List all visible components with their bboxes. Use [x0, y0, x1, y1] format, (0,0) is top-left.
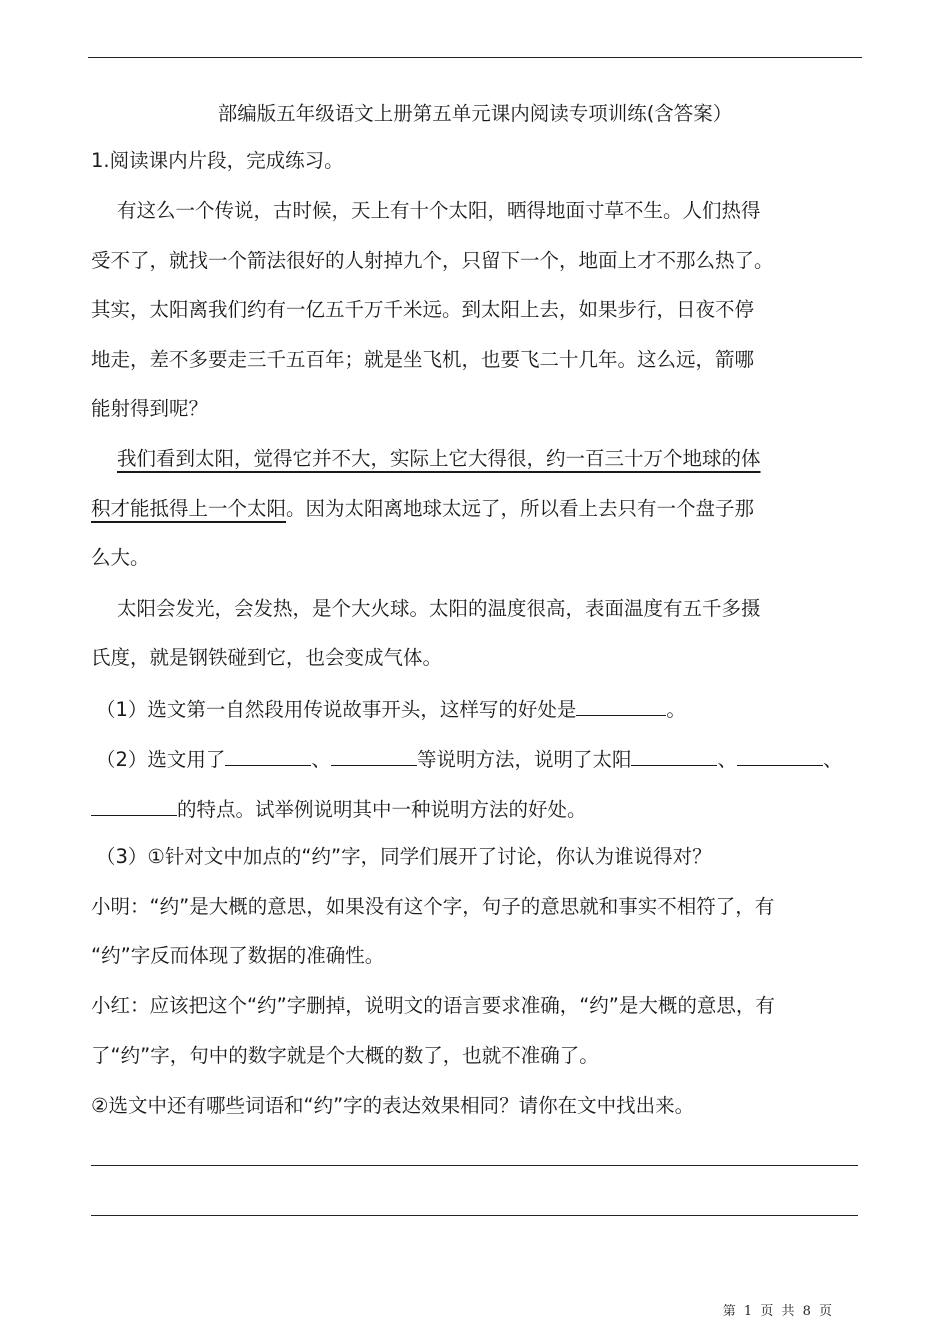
question-1-sub-1: （1）选文第一自然段用传说故事开头，这样写的好处是 。: [96, 693, 686, 725]
page-footer: 第 1 页 共 8 页: [722, 1304, 834, 1319]
answer-blank[interactable]: [737, 743, 823, 766]
xiaohong-opinion: 小红：应该把这个“约”字删掉，说明文的语言要求准确，“约”是大概的意思，有: [91, 994, 775, 1017]
question-1-sub-2: （2）选文用了 、 等说明方法，说明了太阳 、 、: [96, 743, 842, 775]
passage-p1-line: 有这么一个传说，古时候，天上有十个太阳，晒得地面寸草不生。人们热得: [117, 199, 761, 222]
passage-p2-line: 积才能抵得上一个太阳。因为太阳离地球太远了，所以看上去只有一个盘子那: [91, 497, 755, 520]
page-title: 部编版五年级语文上册第五单元课内阅读专项训练(含答案）: [217, 102, 733, 125]
passage-p1-line: 其实，太阳离我们约有一亿五千万千米远。到太阳上去，如果步行，日夜不停: [91, 298, 755, 321]
passage-p3-line: 氏度，就是钢铁碰到它，也会变成气体。: [91, 646, 443, 669]
passage-p1-line: 地走，差不多要走三千五百年；就是坐飞机，也要飞二十几年。这么远，箭哪: [91, 348, 755, 371]
passage-p1-line: 受不了，就找一个箭法很好的人射掉九个，只留下一个，地面上才不那么热了。: [91, 249, 774, 272]
question-1-sub-3-part-2: ②选文中还有哪些词语和“约”字的表达效果相同？请你在文中找出来。: [91, 1094, 695, 1117]
xiaoming-opinion-cont: “约”字反而体现了数据的准确性。: [91, 944, 385, 967]
header-rule: [88, 57, 862, 58]
passage-p2-line: 么大。: [91, 546, 150, 569]
passage-p2-underlined-sentence: 我们看到太阳，觉得它并不大，实际上它大得很，约一百三十万个地球的体: [117, 447, 761, 470]
underlined-phrase: 积才能抵得上一个太阳: [91, 497, 287, 520]
answer-blank[interactable]: [225, 743, 311, 766]
passage-p1-line: 能射得到呢？: [91, 397, 209, 420]
answer-line[interactable]: [91, 1165, 858, 1166]
answer-blank[interactable]: [576, 693, 666, 716]
answer-blank[interactable]: [631, 743, 717, 766]
question-1-sub-3: （3）①针对文中加点的“约”字，同学们展开了讨论，你认为谁说得对？: [96, 845, 712, 868]
xiaoming-opinion: 小明：“约”是大概的意思，如果没有这个字，句子的意思就和事实不相符了，有: [91, 895, 775, 918]
passage-p3-line: 太阳会发光，会发热，是个大火球。太阳的温度很高，表面温度有五千多摄: [117, 597, 761, 620]
question-1-sub-2-cont: 的特点。试举例说明其中一种说明方法的好处。: [91, 793, 587, 825]
answer-blank[interactable]: [331, 743, 417, 766]
answer-blank[interactable]: [91, 793, 177, 816]
answer-line[interactable]: [91, 1215, 858, 1216]
xiaohong-opinion-cont: 了“约”字，句中的数字就是个大概的数了，也就不准确了。: [91, 1044, 599, 1067]
question-1-heading: 1.阅读课内片段，完成练习。: [91, 149, 344, 172]
